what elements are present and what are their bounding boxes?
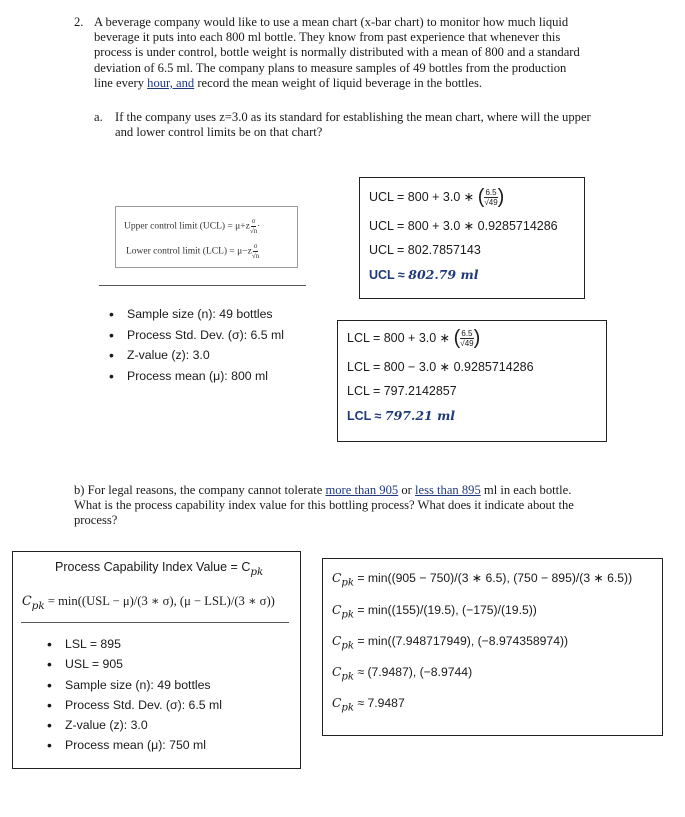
part-a-text [115, 110, 625, 140]
part-b-text [74, 483, 624, 529]
cpk-calculation-box [322, 558, 663, 736]
given-b-mean: • Process mean (μ): 750 ml [47, 735, 222, 755]
question-line-5 [94, 76, 619, 91]
hour-link[interactable]: hour, and [147, 75, 195, 90]
lcl-fraction: $\frac{6.5}{√49}$ [460, 329, 474, 348]
lcl-formula-label: Lower control limit (LCL) = μ−z [126, 246, 252, 257]
given-a-std-dev: • Process Std. Dev. (σ): 6.5 ml [109, 325, 284, 346]
given-a-mean: • Process mean (μ): 800 ml [109, 366, 284, 387]
part-a-line-2: and lower control limits be on that chart? [115, 125, 323, 140]
given-a-sample-size: • Sample size (n): 49 bottles [109, 304, 284, 325]
lcl-step-3: LCL = 797.2142857 [347, 384, 457, 398]
cpk-step-3: $C_{pk} = \min((7.948717949)$, (−8.974358974)) [332, 634, 569, 652]
ucl-step-2: UCL = 800 + 3.0 ∗ 0.9285714286 [369, 219, 558, 233]
given-b-usl: • USL = 905 [47, 654, 222, 674]
ucl-dot: · [257, 221, 261, 232]
less-than-895-link[interactable]: less than 895 [415, 483, 481, 497]
cpk-formula-box [12, 551, 301, 769]
question-line-2: beverage it puts into each 800 ml bottle. They know from past experience that whenever this [94, 30, 561, 45]
part-b-line-2: What is the process capability index value for this bottling process? What does it indicate about the [74, 498, 574, 513]
lcl-sigma-fraction: $\frac{\sigma}{√n}$ [251, 242, 260, 260]
given-values-b [47, 634, 222, 756]
cpk-step-4: $C_{pk} \approx (7.9487)$, (−8.9744) [332, 665, 473, 683]
ucl-sigma-fraction: $\frac{\sigma}{√n}$ [249, 217, 258, 235]
cpk-formula: $C_{pk} = \min((USL - \mu)/(3$ ∗ σ), (μ − LSL)/(3 ∗ σ)) [22, 593, 275, 612]
lcl-step-1: LCL = 800 + 3.0 ∗ ( $\frac{6.5}{√49}$ ) [347, 327, 481, 349]
given-b-z-value: • Z-value (z): 3.0 [47, 715, 222, 735]
question-body [94, 15, 619, 91]
ucl-step-1: UCL = 800 + 3.0 ∗ ( $\frac{6.5}{√49}$ ) [369, 186, 505, 208]
part-a-line-1: If the company uses z=3.0 as its standard for establishing the mean chart, where will the upper [115, 110, 591, 124]
question-number: 2. [74, 15, 84, 29]
question-line-1: A beverage company would like to use a mean chart (x-bar chart) to monitor how much liquid [94, 15, 569, 29]
cpk-title: Process Capability Index Value = $C_{pk}$ [55, 560, 264, 578]
given-a-z-value: • Z-value (z): 3.0 [109, 345, 284, 366]
lcl-step-2: LCL = 800 − 3.0 ∗ 0.9285714286 [347, 360, 534, 374]
lcl-formula [126, 242, 259, 261]
given-values-a [109, 304, 284, 386]
ucl-result: UCL ≈ 802.79 ml [369, 267, 479, 282]
part-b-line-1: b) For legal reasons, the company cannot tolerate more than 905 or less than 895 ml in each bottle. [74, 483, 572, 497]
formula-divider [99, 285, 306, 286]
given-b-sample-size: • Sample size (n): 49 bottles [47, 675, 222, 695]
question-line-5-end: record the mean weight of liquid beverage in the bottles. [194, 75, 483, 90]
cpk-divider [21, 622, 289, 623]
part-a-label: a. [94, 110, 103, 124]
cpk-step-5: $C_{pk} \approx 7.9487$ [332, 696, 405, 714]
given-b-lsl: • LSL = 895 [47, 634, 222, 654]
ucl-formula [124, 217, 260, 236]
ucl-calculation-box [359, 177, 585, 299]
ucl-fraction: $\frac{6.5}{√49}$ [484, 188, 498, 207]
question-line-3: process is under control, bottle weight is normally distributed with a mean of 800 and a standard [94, 45, 580, 60]
ucl-step-3: UCL = 802.7857143 [369, 243, 481, 257]
ucl-formula-label: Upper control limit (UCL) = μ+z [124, 221, 250, 232]
question-line-5-start: line every [94, 75, 148, 90]
more-than-905-link[interactable]: more than 905 [325, 483, 399, 497]
lcl-calculation-box [337, 320, 607, 442]
part-b-line-3: process? [74, 513, 118, 528]
lcl-result: LCL ≈ 797.21 ml [347, 408, 456, 423]
question-line-4: deviation of 6.5 ml. The company plans to measure samples of 49 bottles from the production [94, 60, 567, 75]
given-b-std-dev: • Process Std. Dev. (σ): 6.5 ml [47, 695, 222, 715]
cpk-step-2: $C_{pk} = \min((155)/(19.5)$, (−175)/(19.5)) [332, 603, 537, 621]
control-limit-formula-box [115, 206, 298, 268]
cpk-step-1: $C_{pk} = \min((905 - 750)/(3$ ∗ 6.5), (750 − 895)/(3 ∗ 6.5)) [332, 571, 633, 589]
